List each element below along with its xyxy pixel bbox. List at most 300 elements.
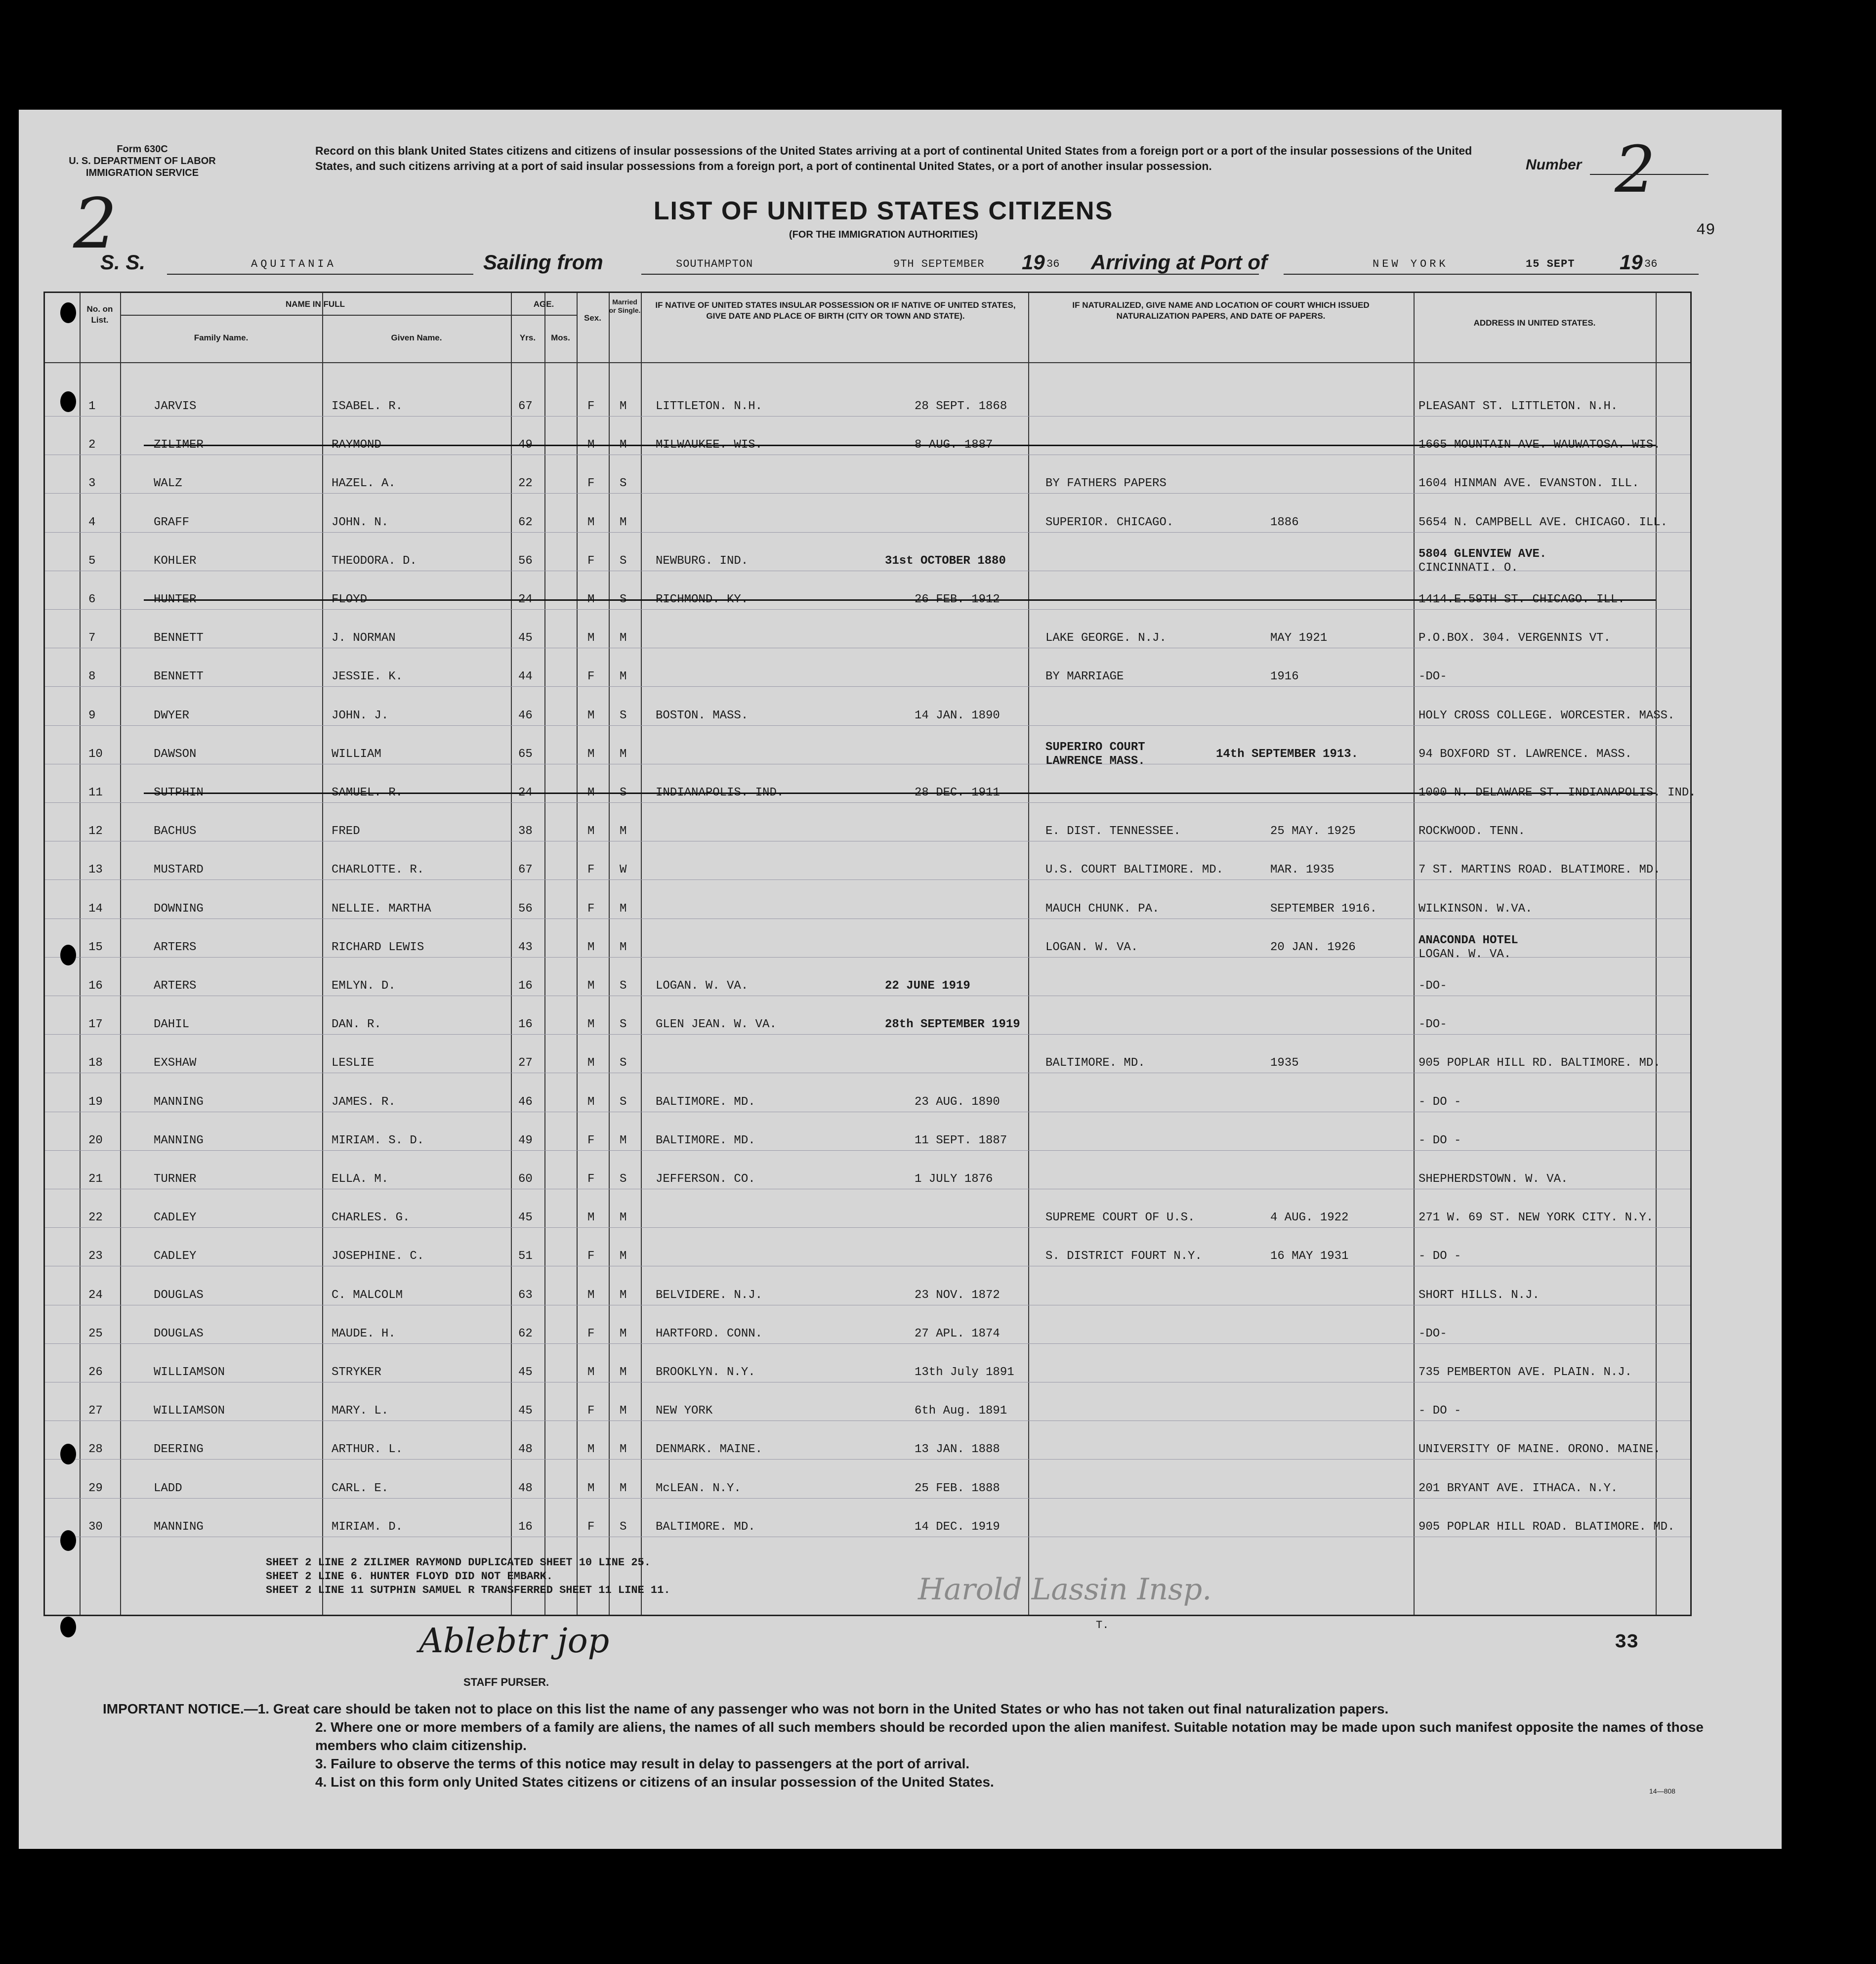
row-number: 6 [88, 593, 96, 606]
address: 271 W. 69 ST. NEW YORK CITY. N.Y. [1418, 1211, 1654, 1225]
sex: F [587, 1172, 595, 1186]
col-divider [120, 293, 121, 1615]
form-code: 14—808 [1649, 1787, 1675, 1795]
marital-status: M [620, 1443, 627, 1457]
punch-hole [60, 391, 76, 412]
birth-place: RICHMOND. KY. [656, 593, 749, 606]
sex: M [587, 515, 595, 529]
court-date: 25 MAY. 1925 [1270, 825, 1356, 838]
court-date: 14th SEPTEMBER 1913. [1216, 747, 1359, 761]
address: 201 BRYANT AVE. ITHACA. N.Y. [1418, 1481, 1618, 1495]
marital-status: M [620, 1288, 627, 1302]
sex: M [587, 979, 595, 993]
given-name: ARTHUR. L. [332, 1443, 403, 1457]
marital-status: S [620, 554, 627, 568]
given-name: THEODORA. D. [332, 554, 417, 568]
page-number-bottom: 33 [1615, 1631, 1639, 1654]
address: WILKINSON. W.VA. [1418, 902, 1533, 916]
court-date: SEPTEMBER 1916. [1270, 902, 1377, 916]
row-rule [45, 609, 1690, 610]
birth-place: NEWBURG. IND. [656, 554, 749, 568]
marital-status: S [620, 709, 627, 722]
age-years: 51 [518, 1250, 533, 1263]
sex: F [587, 477, 595, 491]
age-years: 43 [518, 940, 533, 954]
sail-year-prefix: 19 [1022, 251, 1045, 274]
marital-status: M [620, 940, 627, 954]
court-name: E. DIST. TENNESSEE. [1045, 825, 1181, 838]
marital-status: S [620, 1056, 627, 1070]
sex: M [587, 1056, 595, 1070]
manifest-sheet [19, 110, 1782, 1849]
address-line-2: LOGAN. W. VA. [1418, 947, 1511, 961]
row-rule [45, 1150, 1690, 1151]
sex: M [587, 709, 595, 722]
sailing-label: Sailing from [483, 251, 603, 274]
sex: F [587, 670, 595, 684]
page-number-top: 49 [1696, 221, 1715, 239]
address: 1000 N. DELAWARE ST. INDIANAPOLIS. IND. [1418, 786, 1696, 799]
number-label: Number [1526, 157, 1582, 173]
marital-status: M [620, 1404, 627, 1418]
row-number: 4 [88, 515, 96, 529]
family-name: SUTPHIN [154, 786, 204, 799]
note-line-2: SHEET 2 LINE 6. HUNTER FLOYD DID NOT EMBARK. [266, 1570, 553, 1583]
sex: M [587, 1095, 595, 1109]
address: ROCKWOOD. TENN. [1418, 825, 1526, 838]
marital-status: S [620, 593, 627, 606]
given-name: MIRIAM. D. [332, 1520, 403, 1534]
family-name: ZILIMER [154, 438, 204, 452]
given-name: HAZEL. A. [332, 477, 396, 491]
address: 905 POPLAR HILL RD. BALTIMORE. MD. [1418, 1056, 1661, 1070]
col-divider [1028, 293, 1029, 1615]
birth-date: 14 JAN. 1890 [915, 709, 1000, 722]
court-date: 1935 [1270, 1056, 1299, 1070]
important-notice [103, 1700, 1763, 1791]
address: 94 BOXFORD ST. LAWRENCE. MASS. [1418, 747, 1632, 761]
punch-hole [60, 1444, 76, 1464]
birth-date: 23 NOV. 1872 [915, 1288, 1000, 1302]
col-divider [511, 293, 512, 1615]
sex: M [587, 1366, 595, 1379]
col-header-sex: Sex. [584, 313, 601, 323]
row-rule [45, 1227, 1690, 1228]
court-name: BALTIMORE. MD. [1045, 1056, 1145, 1070]
notice-item-2: 2. Where one or more members of a family are aliens, the names of all such members should be recorded upon the alien manifest. Suitable notation may be made upon such manifest opposite the names of those members who claim citizenship. [315, 1719, 1704, 1753]
note-line-3: SHEET 2 LINE 11 SUTPHIN SAMUEL R TRANSFERRED SHEET 11 LINE 11. [266, 1584, 670, 1596]
address: UNIVERSITY OF MAINE. ORONO. MAINE. [1418, 1443, 1661, 1457]
family-name: MANNING [154, 1095, 204, 1109]
sex: M [587, 940, 595, 954]
row-rule [45, 416, 1690, 417]
family-name: BENNETT [154, 670, 204, 684]
address: 5804 GLENVIEW AVE. [1418, 547, 1547, 561]
sex: M [587, 825, 595, 838]
court-date: 4 AUG. 1922 [1270, 1211, 1349, 1225]
family-name: TURNER [154, 1172, 197, 1186]
birth-date: 22 JUNE 1919 [885, 979, 970, 993]
court-name: BY MARRIAGE [1045, 670, 1124, 684]
col-header-age: AGE. [533, 299, 554, 309]
address: -DO- [1418, 1018, 1447, 1032]
given-name: CARL. E. [332, 1481, 389, 1495]
sex: F [587, 1133, 595, 1147]
marital-status: S [620, 1172, 627, 1186]
row-rule [45, 725, 1690, 726]
birth-place: JEFFERSON. CO. [656, 1172, 755, 1186]
court-date: 16 MAY 1931 [1270, 1250, 1349, 1263]
row-number: 10 [88, 747, 103, 761]
sex: F [587, 902, 595, 916]
birth-place: McLEAN. N.Y. [656, 1481, 741, 1495]
given-name: MARY. L. [332, 1404, 389, 1418]
given-name: JOSEPHINE. C. [332, 1250, 424, 1263]
address: PLEASANT ST. LITTLETON. N.H. [1418, 400, 1618, 413]
col-divider [80, 293, 81, 1615]
passenger-table [43, 292, 1696, 1616]
punch-hole [60, 1617, 76, 1637]
birth-place: INDIANAPOLIS. IND. [656, 786, 784, 799]
given-name: CHARLES. G. [332, 1211, 410, 1225]
given-name: JAMES. R. [332, 1095, 396, 1109]
birth-date: 23 AUG. 1890 [915, 1095, 1000, 1109]
family-name: WILLIAMSON [154, 1404, 225, 1418]
sex: M [587, 1443, 595, 1457]
family-name: HUNTER [154, 593, 197, 606]
sex: M [587, 1288, 595, 1302]
address: - DO - [1418, 1250, 1461, 1263]
marital-status: S [620, 1095, 627, 1109]
given-name: FLOYD [332, 593, 368, 606]
col-divider [1656, 293, 1657, 1615]
row-number: 27 [88, 1404, 103, 1418]
address: P.O.BOX. 304. VERGENNIS VT. [1418, 631, 1611, 645]
sailing-date: 9TH SEPTEMBER [893, 258, 985, 270]
given-name: RICHARD LEWIS [332, 940, 424, 954]
sex: M [587, 438, 595, 452]
handwritten-mark: 2 [73, 184, 118, 264]
instructions-text: Record on this blank United States citizens and citizens of insular possessions of the United States arriving at a port of continental United States from a foreign port or a port of the insular possessions of the United States, and such citizens arriving at a port of said insular possessions from a foreign port, a port of continental United States, or a port of another insular possession. [315, 144, 1472, 172]
court-name: BY FATHERS PAPERS [1045, 477, 1167, 491]
family-name: MANNING [154, 1133, 204, 1147]
row-rule [45, 686, 1690, 687]
t-mark: T. [1096, 1619, 1109, 1631]
sex: F [587, 400, 595, 413]
marital-status: M [620, 670, 627, 684]
row-number: 24 [88, 1288, 103, 1302]
address: 1604 HINMAN AVE. EVANSTON. ILL. [1418, 477, 1639, 491]
age-subdivider [511, 315, 577, 316]
sail-year: 36 [1046, 258, 1060, 270]
given-name: RAYMOND [332, 438, 381, 452]
address: -DO- [1418, 1327, 1447, 1340]
birth-date: 28 SEPT. 1868 [915, 400, 1007, 413]
sex: F [587, 554, 595, 568]
purser-label: STAFF PURSER. [463, 1676, 549, 1688]
given-name: C. MALCOLM [332, 1288, 403, 1302]
ship-name: AQUITANIA [251, 258, 336, 270]
family-name: BACHUS [154, 825, 197, 838]
sailing-from: SOUTHAMPTON [676, 258, 753, 270]
col-divider [609, 293, 610, 1615]
family-name: MUSTARD [154, 863, 204, 877]
col-header-name: NAME IN FULL [286, 299, 345, 309]
row-number: 11 [88, 786, 103, 799]
age-years: 24 [518, 593, 533, 606]
row-number: 5 [88, 554, 96, 568]
row-number: 14 [88, 902, 103, 916]
given-name: J. NORMAN [332, 631, 396, 645]
row-rule [45, 1343, 1690, 1344]
row-number: 22 [88, 1211, 103, 1225]
age-years: 67 [518, 400, 533, 413]
age-years: 46 [518, 1095, 533, 1109]
notice-heading: IMPORTANT NOTICE. [103, 1701, 244, 1716]
address: ANACONDA HOTEL [1418, 933, 1518, 947]
marital-status: W [620, 863, 627, 877]
age-years: 63 [518, 1288, 533, 1302]
row-rule [45, 1498, 1690, 1499]
family-name: DEERING [154, 1443, 204, 1457]
notice-item-1 [103, 1700, 1763, 1718]
marital-status: M [620, 902, 627, 916]
age-years: 44 [518, 670, 533, 684]
age-years: 67 [518, 863, 533, 877]
service: IMMIGRATION SERVICE [85, 167, 199, 178]
notice-text-1: —1. Great care should be taken not to place on this list the name of any passenger who was not born in the United States or who has not taken out final naturalization papers. [244, 1701, 1389, 1716]
row-number: 12 [88, 825, 103, 838]
address: 5654 N. CAMPBELL AVE. CHICAGO. ILL. [1418, 515, 1668, 529]
col-header-naturalized: IF NATURALIZED, GIVE NAME AND LOCATION OF COURT WHICH ISSUED NATURALIZATION PAPERS, AND DATE OF PAPERS. [1072, 300, 1370, 321]
age-years: 56 [518, 902, 533, 916]
row-number: 30 [88, 1520, 103, 1534]
page-subtitle: (FOR THE IMMIGRATION AUTHORITIES) [789, 229, 978, 240]
court-date: MAY 1921 [1270, 631, 1328, 645]
family-name: GRAFF [154, 515, 190, 529]
row-number: 20 [88, 1133, 103, 1147]
birth-date: 27 APL. 1874 [915, 1327, 1000, 1340]
address: - DO - [1418, 1095, 1461, 1109]
birth-date: 14 DEC. 1919 [915, 1520, 1000, 1534]
col-header-birth: IF NATIVE OF UNITED STATES INSULAR POSSESSION OR IF NATIVE OF UNITED STATES, GIVE DATE AND PLACE OF BIRTH (CITY OR TOWN AND STATE). [655, 300, 1016, 321]
row-number: 26 [88, 1366, 103, 1379]
row-number: 13 [88, 863, 103, 877]
family-name: KOHLER [154, 554, 197, 568]
name-subdivider [120, 315, 511, 316]
given-name: DAN. R. [332, 1018, 381, 1032]
family-name: EXSHAW [154, 1056, 197, 1070]
court-date: 20 JAN. 1926 [1270, 940, 1356, 954]
family-name: JARVIS [154, 400, 197, 413]
address: 7 ST. MARTINS ROAD. BLATIMORE. MD. [1418, 863, 1661, 877]
age-years: 45 [518, 1404, 533, 1418]
col-header-address: ADDRESS IN UNITED STATES. [1473, 318, 1596, 328]
row-number: 18 [88, 1056, 103, 1070]
age-years: 65 [518, 747, 533, 761]
given-name: EMLYN. D. [332, 979, 396, 993]
given-name: CHARLOTTE. R. [332, 863, 424, 877]
birth-date: 26 FEB. 1912 [915, 593, 1000, 606]
row-rule [45, 1034, 1690, 1035]
address: - DO - [1418, 1133, 1461, 1147]
address: - DO - [1418, 1404, 1461, 1418]
row-number: 15 [88, 940, 103, 954]
age-years: 22 [518, 477, 533, 491]
marital-status: M [620, 631, 627, 645]
birth-date: 13th July 1891 [915, 1366, 1014, 1379]
notice-item-3: 3. Failure to observe the terms of this notice may result in delay to passengers at the port of arrival. [315, 1756, 970, 1771]
age-years: 56 [518, 554, 533, 568]
punch-hole [60, 1530, 76, 1551]
family-name: DOUGLAS [154, 1288, 204, 1302]
family-name: DAHIL [154, 1018, 190, 1032]
address-line-2: CINCINNATI. O. [1418, 561, 1518, 575]
col-divider [577, 293, 578, 1615]
page-title: LIST OF UNITED STATES CITIZENS [653, 197, 1114, 225]
given-name: ELLA. M. [332, 1172, 389, 1186]
family-name: BENNETT [154, 631, 204, 645]
marital-status: M [620, 400, 627, 413]
number-value: 2 [1615, 132, 1656, 207]
punch-hole [60, 302, 76, 323]
age-years: 48 [518, 1481, 533, 1495]
birth-date: 28 DEC. 1911 [915, 786, 1000, 799]
birth-date: 1 JULY 1876 [915, 1172, 993, 1186]
court-name: SUPERIOR. CHICAGO. [1045, 515, 1174, 529]
purser-signature: Ablebtr jop [419, 1622, 610, 1661]
marital-status: M [620, 515, 627, 529]
family-name: LADD [154, 1481, 182, 1495]
given-name: WILLIAM [332, 747, 381, 761]
court-name: MAUCH CHUNK. PA. [1045, 902, 1160, 916]
row-number: 25 [88, 1327, 103, 1340]
court-name: LAKE GEORGE. N.J. [1045, 631, 1167, 645]
row-number: 28 [88, 1443, 103, 1457]
col-header-family: Family Name. [194, 333, 249, 342]
marital-status: S [620, 1018, 627, 1032]
family-name: ARTERS [154, 940, 197, 954]
family-name: ARTERS [154, 979, 197, 993]
court-date: MAR. 1935 [1270, 863, 1334, 877]
address: 1665 MOUNTAIN AVE. WAUWATOSA. WIS. [1418, 438, 1661, 452]
age-years: 46 [518, 709, 533, 722]
sex: M [587, 1018, 595, 1032]
arrive-year: 36 [1644, 258, 1658, 270]
court-name: U.S. COURT BALTIMORE. MD. [1045, 863, 1224, 877]
family-name: DWYER [154, 709, 190, 722]
given-name: FRED [332, 825, 360, 838]
row-rule [45, 879, 1690, 880]
marital-status: S [620, 786, 627, 799]
given-name: SAMUEL. R. [332, 786, 403, 799]
court-date: 1886 [1270, 515, 1299, 529]
inspector-signature: Harold Lassin Insp. [918, 1572, 1212, 1607]
row-rule [45, 1459, 1690, 1460]
given-name: ISABEL. R. [332, 400, 403, 413]
birth-date: 28th SEPTEMBER 1919 [885, 1018, 1020, 1032]
sex: F [587, 1404, 595, 1418]
row-number: 23 [88, 1250, 103, 1263]
marital-status: M [620, 438, 627, 452]
sex: F [587, 863, 595, 877]
court-name: SUPREME COURT OF U.S. [1045, 1211, 1195, 1225]
marital-status: M [620, 1211, 627, 1225]
row-number: 16 [88, 979, 103, 993]
age-years: 48 [518, 1443, 533, 1457]
age-years: 49 [518, 1133, 533, 1147]
note-line-1: SHEET 2 LINE 2 ZILIMER RAYMOND DUPLICATED SHEET 10 LINE 25. [266, 1556, 651, 1569]
row-number: 7 [88, 631, 96, 645]
given-name: LESLIE [332, 1056, 375, 1070]
marital-status: S [620, 477, 627, 491]
given-name: JESSIE. K. [332, 670, 403, 684]
sex: M [587, 747, 595, 761]
col-header-mos: Mos. [551, 333, 570, 342]
header-divider [45, 362, 1690, 363]
birth-place: MILWAUKEE. WIS. [656, 438, 763, 452]
age-years: 62 [518, 515, 533, 529]
age-years: 27 [518, 1056, 533, 1070]
row-number: 19 [88, 1095, 103, 1109]
row-number: 9 [88, 709, 96, 722]
notice-item-4: 4. List on this form only United States citizens or citizens of an insular possession of the United States. [315, 1774, 994, 1790]
sex: F [587, 1250, 595, 1263]
punch-hole [60, 945, 76, 965]
sex: M [587, 593, 595, 606]
arrive-year-prefix: 19 [1620, 251, 1643, 274]
row-number: 21 [88, 1172, 103, 1186]
col-divider [322, 293, 323, 1615]
strike-through-line [144, 599, 1656, 601]
family-name: WALZ [154, 477, 182, 491]
department: U. S. DEPARTMENT OF LABOR [69, 156, 216, 167]
family-name: DOWNING [154, 902, 204, 916]
birth-date: 6th Aug. 1891 [915, 1404, 1007, 1418]
address: HOLY CROSS COLLEGE. WORCESTER. MASS. [1418, 709, 1675, 722]
address: SHORT HILLS. N.J. [1418, 1288, 1540, 1302]
birth-place: BALTIMORE. MD. [656, 1095, 755, 1109]
birth-date: 11 SEPT. 1887 [915, 1133, 1007, 1147]
arrival-port: NEW YORK [1373, 258, 1449, 270]
address: -DO- [1418, 979, 1447, 993]
age-years: 49 [518, 438, 533, 452]
row-rule [45, 802, 1690, 803]
given-name: MIRIAM. S. D. [332, 1133, 424, 1147]
col-header-married: Married or Single. [609, 298, 641, 314]
birth-place: BALTIMORE. MD. [656, 1133, 755, 1147]
birth-date: 8 AUG. 1887 [915, 438, 993, 452]
row-number: 17 [88, 1018, 103, 1032]
given-name: JOHN. N. [332, 515, 389, 529]
marital-status: M [620, 1133, 627, 1147]
court-name: S. DISTRICT FOURT N.Y. [1045, 1250, 1202, 1263]
row-number: 3 [88, 477, 96, 491]
birth-place: LOGAN. W. VA. [656, 979, 749, 993]
age-years: 45 [518, 631, 533, 645]
given-name: MAUDE. H. [332, 1327, 396, 1340]
sex: M [587, 786, 595, 799]
given-name: STRYKER [332, 1366, 381, 1379]
sex: F [587, 1327, 595, 1340]
col-header-no: No. on List. [86, 304, 113, 325]
col-header-given: Given Name. [391, 333, 442, 342]
row-rule [45, 493, 1690, 494]
family-name: CADLEY [154, 1211, 197, 1225]
age-years: 16 [518, 1520, 533, 1534]
ship-line [167, 274, 473, 275]
birth-place: BALTIMORE. MD. [656, 1520, 755, 1534]
